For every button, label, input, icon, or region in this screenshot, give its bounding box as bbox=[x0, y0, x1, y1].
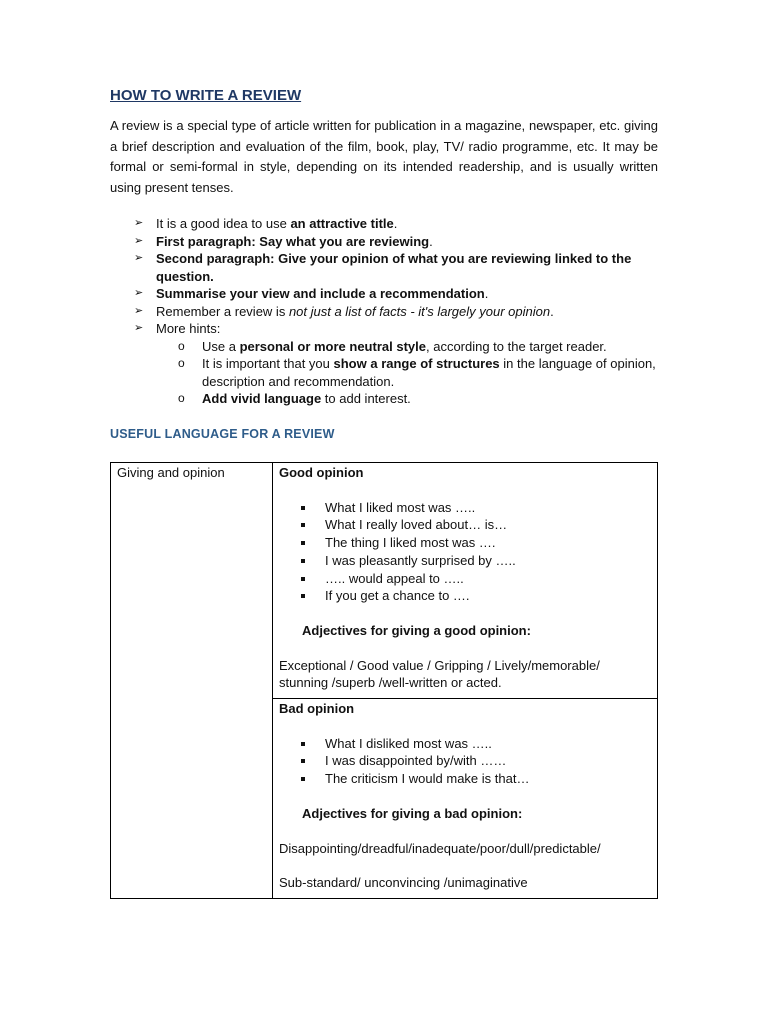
table-row bbox=[111, 463, 658, 699]
square-bullet-icon bbox=[301, 594, 305, 598]
list-item: ➢ Second paragraph: Give your opinion of what you are reviewing linked to the question. bbox=[134, 251, 632, 284]
circle-bullet-icon: o bbox=[178, 338, 185, 353]
square-bullet-icon bbox=[301, 777, 305, 781]
list-item: I was disappointed by/with …… bbox=[279, 752, 651, 770]
arrow-bullet-icon: ➢ bbox=[134, 234, 144, 247]
list-item: ➢ Summarise your view and include a recommendation. bbox=[134, 286, 489, 301]
good-adjectives-heading: Adjectives for giving a good opinion: bbox=[302, 622, 531, 638]
arrow-bullet-icon: ➢ bbox=[134, 287, 144, 299]
square-bullet-icon bbox=[301, 523, 305, 527]
table-cell-label: Giving and opinion bbox=[111, 463, 273, 899]
arrow-bullet-icon: ➢ bbox=[134, 217, 144, 229]
square-bullet-icon bbox=[301, 506, 305, 510]
bad-opinion-cell bbox=[273, 699, 658, 899]
list-item: What I liked most was ….. bbox=[279, 499, 651, 517]
good-opinion-cell bbox=[273, 463, 658, 699]
arrow-bullet-icon: ➢ bbox=[134, 304, 144, 317]
arrow-bullet-icon: ➢ bbox=[134, 322, 144, 334]
list-item: ….. would appeal to ….. bbox=[279, 570, 651, 588]
square-bullet-icon bbox=[301, 541, 305, 545]
bad-opinion-phrases bbox=[279, 735, 651, 788]
hints-sublist bbox=[156, 338, 658, 408]
list-item: The thing I liked most was …. bbox=[279, 534, 651, 552]
circle-bullet-icon: o bbox=[178, 391, 185, 405]
list-item: ➢ Remember a review is not just a list of facts - it's largely your opinion. bbox=[134, 303, 554, 319]
arrow-bullet-icon: ➢ bbox=[134, 252, 144, 264]
list-item: ➢ More hints: o Use a personal or more neutral style, according to the target reader. o It is important that you show a range of structures in the language of opinion, description and recommendation. o Add vivid language to add interest. bbox=[110, 320, 658, 408]
good-adjectives: Exceptional / Good value / Gripping / Lively/memorable/ stunning /superb /well-written or acted. bbox=[279, 657, 600, 691]
document-page bbox=[110, 86, 658, 442]
good-opinion-heading: Good opinion bbox=[279, 465, 364, 480]
list-item: ➢ First paragraph: Say what you are reviewing. bbox=[134, 233, 433, 249]
square-bullet-icon bbox=[301, 742, 305, 746]
list-item: ➢ It is a good idea to use an attractive title. bbox=[134, 216, 398, 231]
list-item: I was pleasantly surprised by ….. bbox=[279, 552, 651, 570]
square-bullet-icon bbox=[301, 759, 305, 763]
bad-adjectives-heading: Adjectives for giving a bad opinion: bbox=[302, 805, 523, 821]
good-opinion-phrases bbox=[279, 499, 651, 605]
square-bullet-icon bbox=[301, 559, 305, 563]
list-item: o Add vivid language to add interest. bbox=[178, 391, 411, 406]
useful-language-table bbox=[110, 462, 658, 899]
bad-adjectives-line-2: Sub-standard/ unconvincing /unimaginative bbox=[279, 875, 528, 891]
section-heading: USEFUL LANGUAGE FOR A REVIEW bbox=[110, 426, 335, 441]
list-item: The criticism I would make is that… bbox=[279, 770, 651, 788]
list-item: o Use a personal or more neutral style, according to the target reader. bbox=[178, 338, 607, 354]
list-item: What I really loved about… is… bbox=[279, 516, 651, 534]
list-item: o It is important that you show a range of structures in the language of opinion, description and recommendation. bbox=[178, 356, 656, 389]
tips-list bbox=[110, 215, 658, 408]
page-title: HOW TO WRITE A REVIEW bbox=[110, 87, 302, 104]
list-item: If you get a chance to …. bbox=[279, 587, 651, 605]
list-item: What I disliked most was ….. bbox=[279, 735, 651, 753]
bad-opinion-heading: Bad opinion bbox=[279, 701, 355, 717]
bad-adjectives-line-1: Disappointing/dreadful/inadequate/poor/dull/predictable/ bbox=[279, 840, 601, 856]
circle-bullet-icon: o bbox=[178, 356, 185, 370]
intro-paragraph: A review is a special type of article written for publication in a magazine, newspaper, etc. giving a brief description and evaluation of the film, book, play, TV/ radio programme, etc. It may be formal or semi-formal in style, depending on its intended readership, and is usually written using present tenses. bbox=[110, 118, 658, 195]
square-bullet-icon bbox=[301, 577, 305, 581]
